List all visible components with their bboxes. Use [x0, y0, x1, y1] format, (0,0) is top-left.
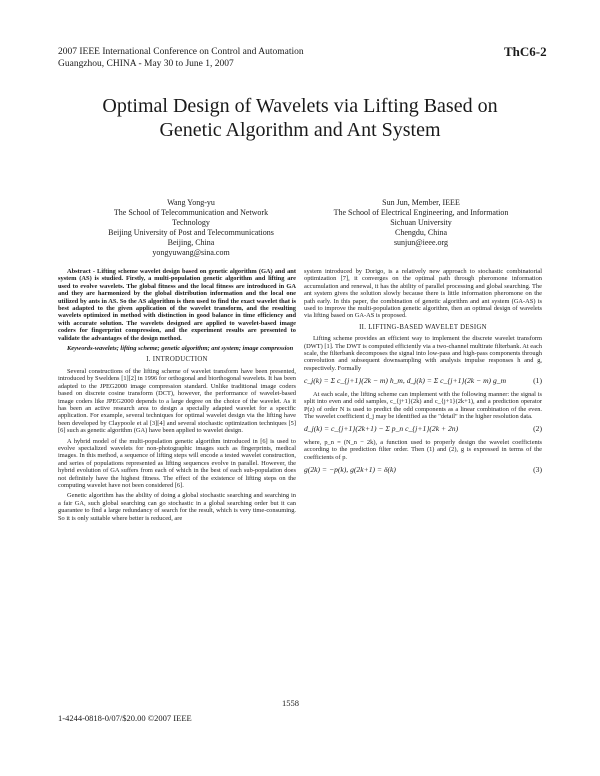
author-city: Chengdu, China — [395, 228, 447, 237]
equation-number: (2) — [533, 424, 542, 434]
body-paragraph: A hybrid model of the multi-population genetic algorithm introduced in [6] is used to evolve specialized wavelets for non-photographic images such as fingerprints, medical images. In this method, a sequence of lifting steps will encode a tested wavelet construction, and series of populations represented as lifting sequences evolve in parallel. However, the hybrid evolution of GA suffers from each of which in the best of each sub-population does not definitely have the highest fitness. The effect of the existence of lifting steps on the computing wavelet have not been considered [6]. — [58, 437, 296, 489]
author-affiliation: The School of Electrical Engineering, and Information — [333, 208, 509, 217]
section-heading-introduction: I. INTRODUCTION — [146, 356, 208, 364]
equation-3 — [304, 466, 542, 473]
session-code: ThC6-2 — [504, 44, 547, 59]
author-block-2 — [306, 198, 536, 248]
left-column — [58, 268, 296, 525]
body-paragraph: Lifting scheme provides an efficient way to implement the discrete wavelet transform (DWT) [1]. The DWT is computed efficiently via a two-channel multirate filterbank. At each scale, the filterbank decomposes the signal into low-pass and high-pass components through convolution and subsequent downsampling with analysis impulse responses h and g, respectively. Formally — [304, 335, 542, 372]
author-block-1 — [76, 198, 306, 258]
author-affiliation: Sichuan University — [390, 218, 452, 227]
author-affiliation: Technology — [172, 218, 210, 227]
conference-header — [58, 46, 438, 70]
equation-number: (1) — [533, 376, 542, 386]
body-paragraph: Several constructions of the lifting scheme of wavelet transform have been presented, introduced by Sweldens [1][2] in 1996 for orthogonal and biorthogonal wavelets. It has been adapted to the JPEG2000 image compression standard. Unlike traditional image coders based on discrete cosine transform (DCT), however, the performance of wavelet-based image coders like JPEG2000 depends to a large degree on the choice of the wavelet. As it has been an active research area to design a specially adapted wavelet for a specific application. For example, several techniques for optimal wavelet design via the lifting have been developed by Claypoole et al [3][4] and several stochastic optimization techniques [5][6] such as genetic algorithm (GA) have been applied to wavelet design. — [58, 367, 296, 435]
author-email: sunjun@ieee.org — [393, 238, 449, 247]
body-paragraph: where, p_n = (N_n − 2k), a function used to properly design the wavelet coefficients according to the prediction filter order. Then (1) and (2), g is expressed in terms of the coefficients of p. — [304, 438, 542, 461]
author-affiliation: The School of Telecommunication and Network — [113, 208, 269, 217]
copyright-footer: 1-4244-0818-0/07/$20.00 ©2007 IEEE — [58, 713, 192, 723]
page-number: 1558 — [282, 698, 299, 708]
body-paragraph: At each scale, the lifting scheme can implement with the following manner: the signal is split into even and odd samples, c_{j+1}(2k) and c_{j+1}(2k+1), and a prediction operator P(z) of order N is used to predict the odd components as a linear combination of the even. The wavelet coefficient d_j may be identified as the "detail" in the higher resolution data. — [304, 390, 542, 420]
body-paragraph: Genetic algorithm has the ability of doing a global stochastic searching and searching in a fair GA, such global searching can go stochastic in a global searching order but it can guarantee to find a large redundancy of search for the result, which is very time-consuming. So it is only suitable where better is reduced, are — [58, 492, 296, 522]
title-line-2: Genetic Algorithm and Ant System — [159, 119, 441, 141]
equation-number: (3) — [533, 464, 542, 474]
conference-location: Guangzhou, CHINA - May 30 to June 1, 2007 — [58, 59, 234, 69]
author-affiliation: Beijing University of Post and Telecommunications — [108, 228, 274, 237]
author-name: Sun Jun, Member, IEEE — [382, 198, 460, 207]
equation-text: g(2k) = −p(k), g(2k+1) = δ(k) — [304, 464, 396, 474]
body-paragraph: system introduced by Dorigo, is a relatively new approach to stochastic combinatorial optimization [7], it converges on the optimal path through pheromone information accumulation and renewal, it has the ability of parallel processing and global searching. The ant system gives the solution slowly because there is little information pheromone on the path early. In this paper, the combination of genetic algorithm and ant system (GA-AS) is used to improve the multi-population genetic algorithm, then an optimal design of wavelets via lifting based on GA-AS is proposed. — [304, 268, 542, 320]
paper-title — [40, 94, 560, 142]
author-name: Wang Yong-yu — [167, 198, 215, 207]
author-city: Beijing, China — [167, 238, 215, 247]
keywords: Keywords-wavelets; lifting scheme; genetic algorithm; ant system; image compression — [67, 345, 294, 353]
equation-text: c_j(k) = Σ c_{j+1}(2k − m) h_m, d_j(k) = Σ c_{j+1}(2k − m) g_m — [304, 376, 507, 386]
title-line-1: Optimal Design of Wavelets via Lifting Based on — [102, 95, 498, 117]
author-email: yongyuwang@sina.com — [152, 248, 230, 257]
conference-name: 2007 IEEE International Conference on Control and Automation — [58, 47, 304, 57]
abstract: Abstract - Lifting scheme wavelet design based on genetic algorithm (GA) and ant system (AS) is studied. Firstly, a multi-population genetic algorithm and lifting are used to evolve wavelets. The global fitness and the local fitness are introduced in GA and they are harmonized by the global distribution information and the local one utilized by ants in AS. So the AS algorithm is then used to find the exact wavelet that is best adapted to the given application of the wavelet transform, and the resulting wavelets optimized in method with distinction in good balance in time efficiency and with accurate solution. The wavelets designed are applied to wavelet-based image coders for fingerprint compression, and the experiment results are presented to validate the advantages of the design method. — [58, 268, 296, 342]
equation-1 — [304, 377, 542, 384]
right-column — [304, 268, 542, 479]
section-heading-lifting: II. LIFTING-BASED WAVELET DESIGN — [359, 323, 487, 331]
equation-2 — [304, 425, 542, 432]
equation-text: d_j(k) = c_{j+1}(2k+1) − Σ p_n c_{j+1}(2k + 2n) — [304, 424, 459, 434]
